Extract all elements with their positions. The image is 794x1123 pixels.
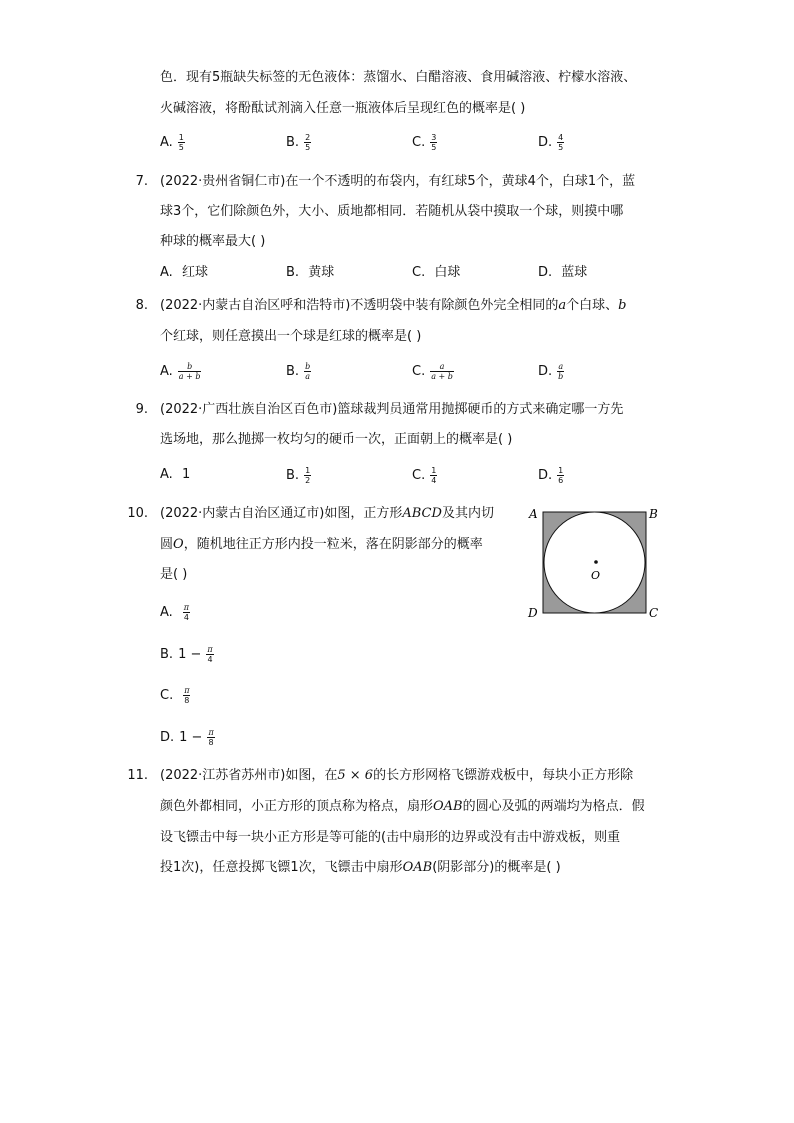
label-c: C: [649, 606, 659, 620]
question-text-line: (2022·贵州省铜仁市)在一个不透明的布袋内，有红球5个，黄球4个，白球1个，蓝: [160, 174, 636, 189]
label-d: D: [528, 606, 538, 620]
fraction: $\frac{3}{5}$: [431, 133, 437, 152]
fraction: $\frac{1}{5}$: [178, 133, 184, 152]
question-text-line: 色．现有5瓶缺失标签的无色液体：蒸馏水、白醋溶液、食用碱溶液、柠檬水溶液、: [160, 70, 637, 85]
option-d: D. $\frac{a}{b}$: [538, 362, 564, 381]
label-o: O: [591, 569, 601, 582]
square-circle-figure: [522, 500, 662, 626]
question-text-line: 是( ): [160, 567, 188, 582]
math-var: ABCD: [402, 506, 442, 521]
fraction: $\frac{1}{2}$: [305, 466, 311, 485]
fraction: $\frac{b}{a}$: [305, 362, 311, 381]
fraction: $\frac{\pi}{8}$: [184, 686, 190, 705]
question-text-line: (2022·内蒙古自治区通辽市)如图，正方形ABCD及其内切: [160, 506, 494, 521]
math-var: a: [558, 298, 567, 313]
question-text-line: (2022·广西壮族自治区百色市)篮球裁判员通常用抛掷硬币的方式来确定哪一方先: [160, 402, 624, 417]
option-c: C. $\frac{\pi}{8}$: [160, 686, 190, 705]
question-text-line: 圆O，随机地往正方形内投一粒米，落在阴影部分的概率: [160, 537, 483, 552]
option-c: [412, 133, 437, 152]
option-b: [286, 133, 311, 152]
question-number: 7.: [135, 174, 148, 189]
option-b: B. $\frac{1}{2}$: [286, 466, 311, 485]
option-c: C. $\frac{a}{a + b}$: [412, 362, 453, 381]
option-a: A. $\frac{b}{a + b}$: [160, 362, 201, 381]
fraction: $\frac{1}{6}$: [558, 466, 564, 485]
question-text-line: (2022·内蒙古自治区呼和浩特市)不透明袋中装有除颜色外完全相同的a个白球、b: [160, 298, 627, 313]
option-a: A. $\frac{\pi}{4}$: [160, 603, 190, 622]
question-text-line: 选场地，那么抛掷一枚均匀的硬币一次，正面朝上的概率是( ): [160, 432, 513, 447]
fraction: $\frac{b}{a + b}$: [178, 362, 201, 381]
option-b: B. 1 − $\frac{\pi}{4}$: [160, 645, 213, 664]
math-var: OAB: [402, 860, 433, 875]
fraction: $\frac{4}{5}$: [558, 133, 564, 152]
question-text-line: (2022·江苏省苏州市)如图，在5 × 6的长方形网格飞镖游戏板中，每块小正方形除: [160, 768, 634, 783]
option-label: C.: [412, 135, 426, 150]
question-text-line: 颜色外都相同，小正方形的顶点称为格点，扇形OAB的圆心及弧的两端均为格点．假: [160, 799, 645, 814]
math-expression: 5 × 6: [337, 768, 374, 783]
option-label: D.: [538, 135, 553, 150]
question-text-line: 球3个，它们除颜色外，大小、质地都相同．若随机从袋中摸取一个球，则摸中哪: [160, 204, 624, 219]
fraction: $\frac{\pi}{4}$: [207, 645, 213, 664]
math-var: O: [173, 537, 184, 552]
option-c: C. 白球: [412, 265, 461, 280]
fraction: $\frac{a}{b}$: [558, 362, 564, 381]
math-var: OAB: [433, 799, 463, 814]
question-number: 11.: [127, 768, 148, 783]
fraction: $\frac{a}{a + b}$: [431, 362, 453, 381]
option-b: B. $\frac{b}{a}$: [286, 362, 311, 381]
question-text-line: 种球的概率最大( ): [160, 234, 266, 249]
question-text-line: 设飞镖击中每一块小正方形是等可能的(击中扇形的边界或没有击中游戏板，则重: [160, 830, 621, 845]
math-var: b: [618, 298, 627, 313]
option-label: A.: [160, 135, 173, 150]
question-text-line: 投1次)，任意投掷飞镖1次，飞镖击中扇形OAB(阴影部分)的概率是( ): [160, 860, 561, 875]
center-point: [594, 560, 598, 564]
option-label: B.: [286, 135, 300, 150]
option-d: [538, 133, 564, 152]
question-number: 8.: [135, 298, 148, 313]
question-number: 10.: [127, 506, 148, 521]
option-a: A. 1: [160, 467, 191, 482]
fraction: $\frac{\pi}{8}$: [208, 728, 214, 747]
label-b: B: [649, 507, 658, 521]
option-d: D. 1 − $\frac{\pi}{8}$: [160, 728, 214, 747]
fraction: $\frac{2}{5}$: [305, 133, 311, 152]
fraction: $\frac{1}{4}$: [431, 466, 437, 485]
question-text-line: 个红球，则任意摸出一个球是红球的概率是( ): [160, 329, 422, 344]
question-number: 9.: [135, 402, 148, 417]
option-d: D. $\frac{1}{6}$: [538, 466, 564, 485]
fraction: $\frac{\pi}{4}$: [183, 603, 190, 622]
option-a: [160, 133, 185, 152]
option-d: D. 蓝球: [538, 265, 588, 280]
label-a: A: [529, 507, 538, 521]
question-text-line: 火碱溶液，将酚酞试剂滴入任意一瓶液体后呈现红色的概率是( ): [160, 101, 526, 116]
option-a: A. 红球: [160, 265, 208, 280]
option-c: C. $\frac{1}{4}$: [412, 466, 437, 485]
option-b: B. 黄球: [286, 265, 335, 280]
